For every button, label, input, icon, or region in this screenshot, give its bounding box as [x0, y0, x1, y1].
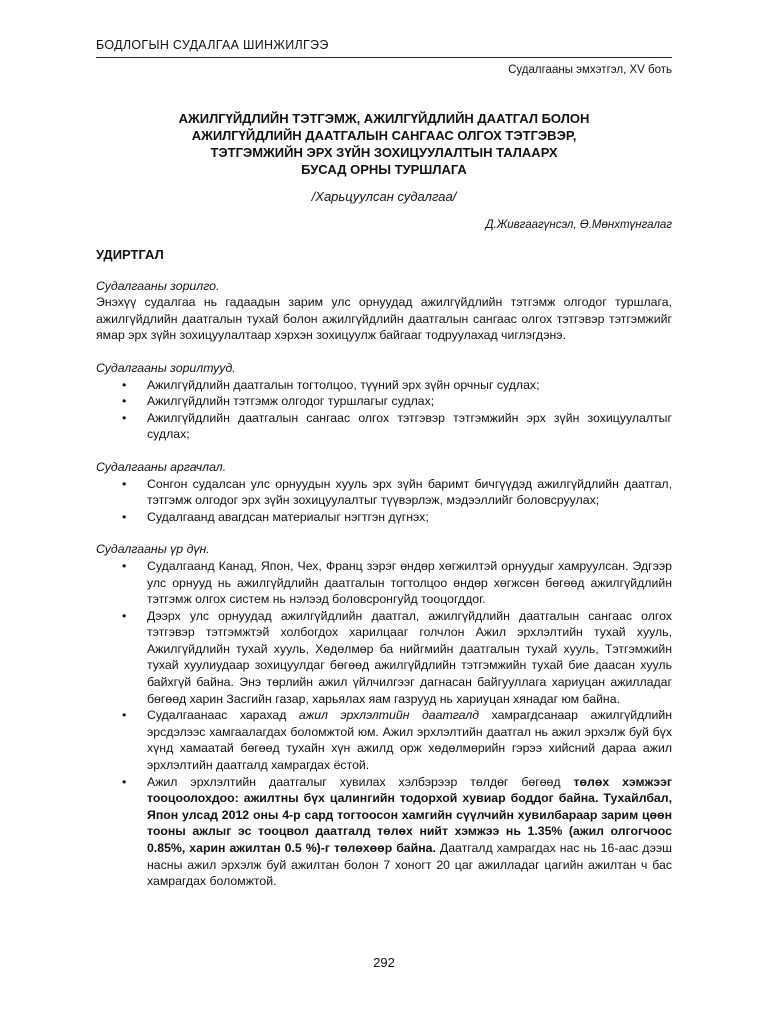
volume-label: Судалгааны эмхэтгэл, XV боть [508, 64, 672, 76]
title-line: ТЭТГЭМЖИЙН ЭРХ ЗҮЙН ЗОХИЦУУЛАЛТЫН ТАЛААРХ [210, 145, 558, 160]
text-run: Ажил эрхлэлтийн даатгалыг хувилах хэлбэрээр төлдөг бөгөөд [147, 774, 574, 789]
running-header [96, 38, 672, 76]
list-item: • Ажилгүйдлийн тэтгэмж олгодог туршлагыг судлах; [96, 393, 672, 410]
section-heading-introduction: УДИРТГАЛ [96, 247, 164, 262]
list-item [96, 707, 672, 773]
list-item: • Судалгаанд Канад, Япон, Чех, Франц зэрэг өндөр хөгжилтэй орнуудыг хамруулсан. Эдгээр улс орнууд нь ажилгүйдлийн даатгалын тогтолцоо өндөр хөгжсөн бөгөөд ажилгүйдлийн тэтгэмж олгох систем нь нэлээд боловсронгуйд тооцогддог. [96, 558, 672, 608]
text-run: Судалгаанаас харахад [147, 708, 299, 723]
list-item [96, 774, 672, 890]
text-run: хамрагдсанаар ажилгүйдлийн эрсдэлээс хамгаалагдах боломжтой юм. Ажил эрхлэлтийн даатгал нь ажил эрхэлж буй бүх хүнд хамаатай бөгөөд тухайн хүн ажилд орж хөдөлмөрийн гэрээ хийсний дараа ажил эрхлэлтийн даатгалд хамрагдах ёстой. [147, 708, 672, 773]
article-subtitle: /Харьцуулсан судалгаа/ [311, 189, 457, 204]
goal-heading: Судалгааны зорилго. [96, 278, 220, 293]
objectives-list [96, 377, 672, 443]
article-title [96, 110, 672, 178]
italic-term: ажил эрхлэлтийн даатгалд [298, 708, 480, 723]
title-line: БУСАД ОРНЫ ТУРШЛАГА [301, 162, 467, 177]
title-line: АЖИЛГҮЙДЛИЙН ДААТГАЛЫН САНГААС ОЛГОХ ТЭТГЭВЭР, [191, 128, 577, 143]
methods-heading: Судалгааны аргачлал. [96, 459, 227, 474]
spacer [96, 443, 672, 459]
journal-title: БОДЛОГЫН СУДАЛГАА ШИНЖИЛГЭЭ [96, 38, 329, 52]
list-item: • Ажилгүйдлийн даатгалын сангаас олгох тэтгэвэр тэтгэмжийн эрх зүйн зохицуулалтыг судлах; [96, 410, 672, 443]
text-run: Даатгалд хамрагдах нас нь 16-аас дээш насны ажил эрхэлж буй ажилтан болон 7 хоногт 20 цаг ажилладаг цагийн ажилтан ч бас хамрагдах боломжтой. [147, 841, 672, 889]
results-heading: Судалгааны үр дүн. [96, 542, 210, 557]
page-number: 292 [373, 955, 395, 970]
article-body [96, 247, 672, 890]
list-item: • Дээрх улс орнуудад ажилгүйдлийн даатгал, ажилгүйдлийн даатгалын сангаас олгох тэтгэвэр тэтгэмжтэй холбогдох харилцааг голчлон Ажил эрхлэлтийн тухай хууль, Ажилгүйдлийн тухай хууль, Хөдөлмөр ба нийгмийн даатгалын тухай хууль, Тэтгэмжийн тухай хуулиудаар зохицуулдаг бөгөөд ажилгүйдлийн тэтгэмжийн тухай бие даасан хууль байхгүй байна. Энэ төрлийн ажил үйлчилгээг дагнасан байгууллага хариуцан ажилладаг бөгөөд харин Засгийн газар, харьялах яам газрууд нь хариуцан хянадаг юм байна. [96, 608, 672, 708]
list-item: • Сонгон судалсан улс орнуудын хууль эрх зүйн баримт бичгүүдэд ажилгүйдлийн даатгал, тэтгэмж олгодог эрх зүйн зохицуулалтыг түүвэрлэж, мэдээллийг боловсруулах; [96, 476, 672, 509]
list-item: • Судалгаанд авагдсан материалыг нэгтгэн дүгнэх; [96, 509, 672, 526]
bold-passage: төлөх хэмжээг тооцоолохдоо: ажилтны бүх цалингийн тодорхой хувиар боддог байна. Тухайлбал, Япон улсад 2012 оны 4-р сард тогтоосон хамгийн сүүлчийн хувилбараар зарим цөөн тооны ажлыг эс тооцвол даатгалд төлөх нийт хэмжээ нь 1.35% (ажил олгогчоос 0.85%, харин ажилтан 0.5 %)-г төлөхөөр байна. [147, 774, 672, 855]
authors: Д.Живгаагүнсэл, Ө.Мөнхтүнгалаг [485, 219, 672, 231]
results-list [96, 558, 672, 890]
header-divider [96, 57, 672, 58]
spacer [96, 525, 672, 541]
list-item: • Ажилгүйдлийн даатгалын тогтолцоо, түүний эрх зүйн орчныг судлах; [96, 377, 672, 394]
spacer [96, 344, 672, 360]
objectives-heading: Судалгааны зорилтууд. [96, 360, 236, 375]
methods-list [96, 476, 672, 526]
title-line: АЖИЛГҮЙДЛИЙН ТЭТГЭМЖ, АЖИЛГҮЙДЛИЙН ДААТГАЛ БОЛОН [178, 111, 590, 126]
goal-paragraph: Энэхүү судалгаа нь гадаадын зарим улс орнуудад ажилгүйдлийн тэтгэмж олгодог туршлага, ажилгүйдлийн даатгалын тухай болон ажилгүйдлийн даатгалын сангаас олгох тэтгэвэр тэтгэмжийг ямар эрх зүйн зохицуулалтаар хэрхэн зохицуулж байгааг тодруулахад чиглэгдэнэ. [96, 295, 672, 343]
